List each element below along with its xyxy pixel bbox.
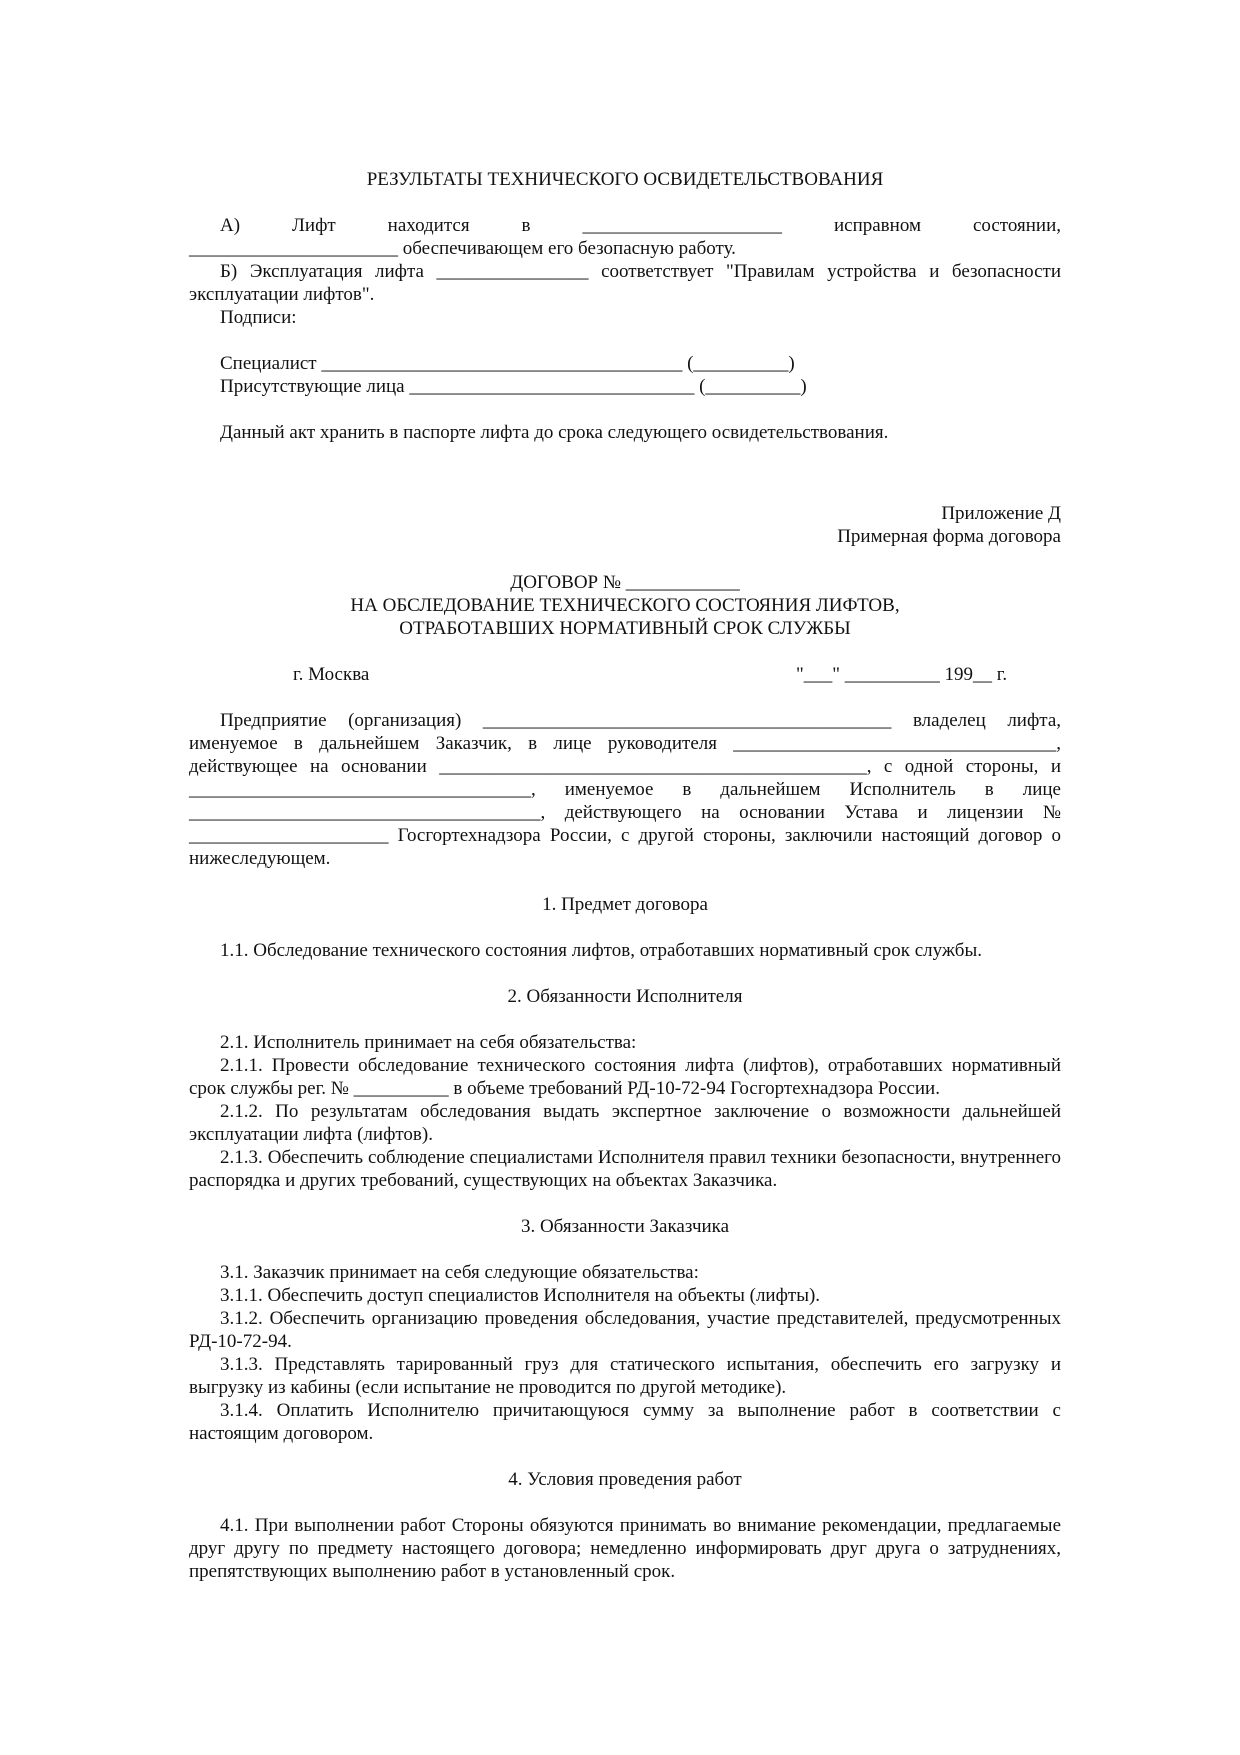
clause-1-1: 1.1. Обследование технического состояния лифтов, отработавших нормативный срок службы.: [220, 940, 982, 961]
section4-heading: 4. Условия проведения работ: [508, 1469, 742, 1490]
section3-heading: 3. Обязанности Заказчика: [520, 1216, 730, 1237]
contract-preamble: Предприятие (организация) ___________________________________________ владелец лифта, именуемое в дальнейшем Заказчик, в лице руководителя __________________________________, действующее на основании _____________________________________________, с одной стороны, и ____________________________________, именуемое в дальнейшем Исполнитель в лице _____________________________________, действующего на основании Устава и лицензии № _____________________ Госгортехнадзора России, с другой стороны, заключили настоящий договор о нижеследующем.: [189, 710, 1061, 869]
results-paragraph-a-line2: ______________________ обеспечивающем его безопасную работу.: [189, 238, 736, 259]
contract-title-line1: НА ОБСЛЕДОВАНИЕ ТЕХНИЧЕСКОГО СОСТОЯНИЯ ЛИФТОВ,: [350, 595, 900, 616]
results-title: РЕЗУЛЬТАТЫ ТЕХНИЧЕСКОГО ОСВИДЕТЕЛЬСТВОВАНИЯ: [366, 169, 884, 190]
clause-4-1: 4.1. При выполнении работ Стороны обязуются принимать во внимание рекомендации, предлагаемые друг другу по предмету настоящего договора; немедленно информировать друг друга о затруднениях, препятствующих выполнению работ в установленный срок.: [189, 1515, 1061, 1582]
specialist-signature-line: Специалист ______________________________________ (__________): [220, 353, 795, 374]
clause-2-1-2: 2.1.2. По результатам обследования выдать экспертное заключение о возможности дальнейшей эксплуатации лифта (лифтов).: [189, 1101, 1061, 1145]
appendix-subtitle: Примерная форма договора: [837, 526, 1061, 547]
clause-2-1-1: 2.1.1. Провести обследование технического состояния лифта (лифтов), отработавших нормативный срок службы рег. № __________ в объеме требований РД-10-72-94 Госгортехнадзора России.: [189, 1055, 1061, 1099]
clause-3-1: 3.1. Заказчик принимает на себя следующие обязательства:: [220, 1262, 699, 1283]
present-persons-signature-line: Присутствующие лица ______________________________ (__________): [220, 376, 807, 397]
section2-heading: 2. Обязанности Исполнителя: [507, 986, 743, 1007]
clause-3-1-2: 3.1.2. Обеспечить организацию проведения обследования, участие представителей, предусмотренных РД-10-72-94.: [189, 1308, 1061, 1352]
results-paragraph-b: Б) Эксплуатация лифта ________________ соответствует "Правилам устройства и безопасности эксплуатации лифтов".: [189, 261, 1061, 305]
contract-number-line: ДОГОВОР № ____________: [510, 572, 740, 593]
clause-3-1-4: 3.1.4. Оплатить Исполнителю причитающуюся сумму за выполнение работ в соответствии с настоящим договором.: [189, 1400, 1061, 1444]
signatures-label: Подписи:: [220, 307, 297, 328]
contract-date: "___" __________ 199__ г.: [796, 664, 1008, 685]
section1-heading: 1. Предмет договора: [542, 894, 708, 915]
clause-3-1-1: 3.1.1. Обеспечить доступ специалистов Исполнителя на объекты (лифты).: [220, 1285, 821, 1306]
clause-2-1-3: 2.1.3. Обеспечить соблюдение специалистами Исполнителя правил техники безопасности, внутреннего распорядка и других требований, существующих на объектах Заказчика.: [189, 1147, 1061, 1191]
contract-title-line2: ОТРАБОТАВШИХ НОРМАТИВНЫЙ СРОК СЛУЖБЫ: [399, 618, 851, 639]
storage-note: Данный акт хранить в паспорте лифта до срока следующего освидетельствования.: [220, 422, 889, 443]
contract-place-date-row: [189, 663, 1061, 686]
contract-city: г. Москва: [293, 664, 370, 685]
results-paragraph-a-line1: А) Лифт находится в _____________________ исправном состоянии,: [220, 215, 1061, 236]
clause-2-1: 2.1. Исполнитель принимает на себя обязательства:: [220, 1032, 637, 1053]
appendix-label: Приложение Д: [941, 503, 1061, 524]
clause-3-1-3: 3.1.3. Представлять тарированный груз для статического испытания, обеспечить его загрузку и выгрузку из кабины (если испытание не проводится по другой методике).: [189, 1354, 1061, 1398]
document-page: [189, 168, 1061, 1583]
